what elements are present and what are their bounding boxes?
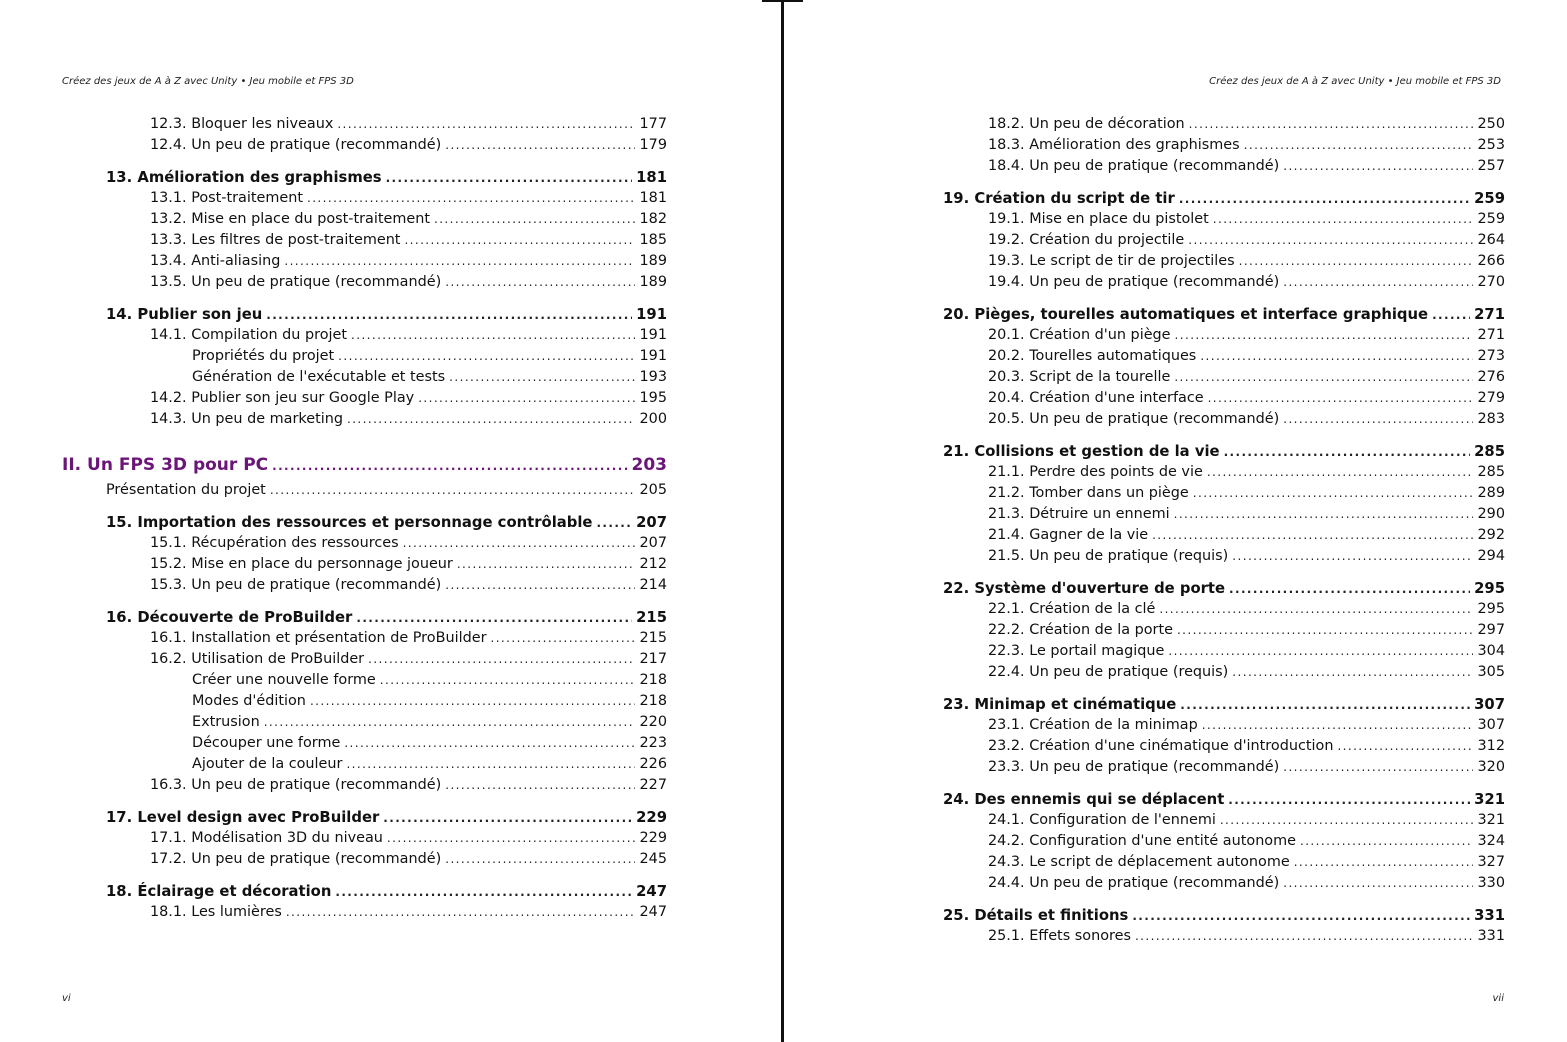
toc-entry-page: 266	[1477, 253, 1505, 269]
toc-entry-page: 217	[639, 651, 667, 667]
toc-entry-page: 307	[1474, 696, 1505, 713]
page-number: vi	[62, 993, 71, 1004]
toc-entry-title: 13.2. Mise en place du post-traitement	[150, 211, 430, 227]
toc-entry-title: 17.2. Un peu de pratique (recommandé)	[150, 851, 442, 867]
toc-entry-page: 290	[1477, 506, 1505, 522]
toc-entry-title: 21.1. Perdre des points de vie	[988, 464, 1203, 480]
toc-entry-title: 24.1. Configuration de l'ennemi	[988, 812, 1216, 828]
left-page	[0, 0, 780, 1042]
toc-entry-title: 21.2. Tomber dans un piège	[988, 485, 1189, 501]
toc-entry-page: 205	[639, 482, 667, 498]
toc-entry-section	[62, 828, 667, 849]
toc-entry-title: 25. Détails et finitions	[943, 907, 1129, 924]
toc-entry-page: 297	[1477, 622, 1505, 638]
toc-entry-section	[62, 388, 667, 409]
toc-entry-title: 19.2. Création du projectile	[988, 232, 1185, 248]
dot-leader	[338, 346, 635, 367]
dot-leader	[1283, 272, 1473, 293]
toc-entry-section	[62, 628, 667, 649]
dot-leader	[1239, 251, 1473, 272]
toc-entry-title: 23.1. Création de la minimap	[988, 717, 1198, 733]
dot-leader	[272, 454, 627, 478]
toc-entry-title: 20. Pièges, tourelles automatiques et interface graphique	[943, 306, 1429, 323]
toc-entry-page: 218	[639, 672, 667, 688]
dot-leader	[1189, 114, 1473, 135]
toc-entry-section	[943, 135, 1505, 156]
toc-entry-title: 23.3. Un peu de pratique (recommandé)	[988, 759, 1280, 775]
toc-entry-page: 247	[636, 883, 667, 900]
dot-leader	[264, 712, 635, 733]
toc-entry-page: 227	[639, 777, 667, 793]
toc-entry-page: 331	[1474, 907, 1505, 924]
toc-entry-title: 14.1. Compilation du projet	[150, 327, 348, 343]
toc-entry-page: 195	[639, 390, 667, 406]
toc-entry-title: 22.4. Un peu de pratique (requis)	[988, 664, 1229, 680]
toc-entry-chapter	[62, 807, 667, 828]
toc-entry-title: 21. Collisions et gestion de la vie	[943, 443, 1220, 460]
toc-entry-section	[943, 810, 1505, 831]
dot-leader	[1188, 230, 1473, 251]
dot-leader	[1283, 409, 1473, 430]
toc-list	[943, 114, 1505, 947]
toc-entry-title: Ajouter de la couleur	[192, 756, 343, 772]
toc-entry-page: 212	[639, 556, 667, 572]
toc-entry-title: 17. Level design avec ProBuilder	[106, 809, 380, 826]
toc-entry-title: 16. Découverte de ProBuilder	[106, 609, 353, 626]
dot-leader	[1300, 831, 1473, 852]
dot-leader	[1159, 599, 1473, 620]
toc-entry-page: 327	[1477, 854, 1505, 870]
dot-leader	[266, 305, 632, 326]
toc-entry-title: 21.3. Détruire un ennemi	[988, 506, 1170, 522]
dot-leader	[1200, 346, 1473, 367]
toc-entry-section	[62, 272, 667, 293]
toc-entry-section	[943, 599, 1505, 620]
toc-entry-page: 307	[1477, 717, 1505, 733]
toc-entry-sub	[62, 712, 667, 733]
toc-entry-title: 13.1. Post-traitement	[150, 190, 303, 206]
toc-entry-chapter	[943, 304, 1505, 325]
toc-entry-page: 294	[1477, 548, 1505, 564]
dot-leader	[1294, 852, 1473, 873]
dot-leader	[1432, 305, 1470, 326]
dot-leader	[449, 367, 635, 388]
toc-entry-page: 273	[1477, 348, 1505, 364]
toc-entry-section	[943, 736, 1505, 757]
dot-leader	[284, 251, 635, 272]
toc-entry-chapter	[943, 694, 1505, 715]
toc-entry-section	[943, 367, 1505, 388]
toc-entry-section	[62, 114, 667, 135]
toc-entry-sub	[62, 346, 667, 367]
dot-leader	[1337, 736, 1473, 757]
dot-leader	[457, 554, 635, 575]
dot-leader	[346, 754, 635, 775]
toc-entry-section	[62, 409, 667, 430]
toc-entry-section	[62, 849, 667, 870]
toc-entry-title: 23.2. Création d'une cinématique d'introduction	[988, 738, 1334, 754]
page-number: vii	[1492, 993, 1504, 1004]
toc-entry-chapter	[943, 188, 1505, 209]
dot-leader	[1207, 462, 1473, 483]
toc-entry-section	[943, 852, 1505, 873]
toc-entry-section	[943, 272, 1505, 293]
toc-entry-section	[62, 902, 667, 923]
toc-entry-section	[62, 575, 667, 596]
toc-entry-section	[62, 533, 667, 554]
toc-entry-title: 13. Amélioration des graphismes	[106, 169, 382, 186]
dot-leader	[404, 230, 635, 251]
toc-entry-title: 19.4. Un peu de pratique (recommandé)	[988, 274, 1280, 290]
toc-entry-page: 285	[1474, 443, 1505, 460]
toc-entry-title: 15.3. Un peu de pratique (recommandé)	[150, 577, 442, 593]
book-spine	[781, 0, 784, 1042]
dot-leader	[1132, 906, 1470, 927]
toc-entry-title: Présentation du projet	[106, 482, 266, 498]
toc-entry-page: 215	[636, 609, 667, 626]
toc-entry-pres	[62, 480, 667, 501]
toc-entry-section	[943, 483, 1505, 504]
running-head: Créez des jeux de A à Z avec Unity • Jeu mobile et FPS 3D	[62, 76, 354, 87]
dot-leader	[1179, 189, 1470, 210]
toc-entry-title: 20.3. Script de la tourelle	[988, 369, 1171, 385]
dot-leader	[445, 849, 635, 870]
toc-entry-title: 20.4. Création d'une interface	[988, 390, 1204, 406]
toc-entry-page: 177	[639, 116, 667, 132]
toc-entry-title: 19. Création du script de tir	[943, 190, 1175, 207]
dot-leader	[344, 733, 635, 754]
toc-entry-section	[943, 525, 1505, 546]
toc-entry-page: 182	[639, 211, 667, 227]
toc-entry-section	[943, 209, 1505, 230]
toc-entry-section	[62, 188, 667, 209]
toc-entry-chapter	[62, 167, 667, 188]
toc-entry-title: 18.2. Un peu de décoration	[988, 116, 1185, 132]
dot-leader	[1177, 620, 1473, 641]
dot-leader	[1135, 926, 1473, 947]
toc-entry-page: 191	[636, 306, 667, 323]
toc-entry-page: 324	[1477, 833, 1505, 849]
dot-leader	[1174, 504, 1473, 525]
toc-entry-page: 245	[639, 851, 667, 867]
toc-entry-title: 18.1. Les lumières	[150, 904, 282, 920]
dot-leader	[1244, 135, 1473, 156]
toc-entry-page: 276	[1477, 369, 1505, 385]
dot-leader	[1220, 810, 1473, 831]
toc-entry-title: 13.5. Un peu de pratique (recommandé)	[150, 274, 442, 290]
dot-leader	[1283, 873, 1473, 894]
toc-entry-page: 193	[639, 369, 667, 385]
dot-leader	[383, 808, 632, 829]
toc-entry-title: Extrusion	[192, 714, 260, 730]
dot-leader	[1229, 579, 1470, 600]
toc-entry-page: 185	[639, 232, 667, 248]
dot-leader	[434, 209, 635, 230]
toc-entry-section	[943, 831, 1505, 852]
toc-entry-title: 13.4. Anti-aliasing	[150, 253, 281, 269]
dot-leader	[403, 533, 635, 554]
dot-leader	[445, 575, 635, 596]
toc-entry-section	[943, 757, 1505, 778]
toc-entry-page: 271	[1474, 306, 1505, 323]
dot-leader	[1213, 209, 1473, 230]
dot-leader	[1152, 525, 1473, 546]
toc-entry-chapter	[943, 905, 1505, 926]
toc-entry-title: 22.2. Création de la porte	[988, 622, 1173, 638]
toc-entry-page: 215	[639, 630, 667, 646]
toc-entry-section	[943, 926, 1505, 947]
toc-entry-page: 270	[1477, 274, 1505, 290]
dot-leader	[270, 480, 635, 501]
toc-entry-section	[943, 114, 1505, 135]
toc-entry-part	[62, 453, 667, 477]
toc-entry-title: Génération de l'exécutable et tests	[192, 369, 446, 385]
toc-entry-page: 292	[1477, 527, 1505, 543]
dot-leader	[491, 628, 636, 649]
toc-entry-section	[943, 504, 1505, 525]
dot-leader	[386, 168, 633, 189]
toc-entry-page: 253	[1477, 137, 1505, 153]
toc-entry-page: 189	[639, 253, 667, 269]
toc-entry-sub	[62, 367, 667, 388]
toc-entry-section	[62, 554, 667, 575]
toc-entry-title: 24.4. Un peu de pratique (recommandé)	[988, 875, 1280, 891]
toc-entry-page: 283	[1477, 411, 1505, 427]
toc-entry-title: 18.3. Amélioration des graphismes	[988, 137, 1240, 153]
toc-entry-page: 220	[639, 714, 667, 730]
toc-entry-chapter	[62, 607, 667, 628]
toc-entry-title: 22.3. Le portail magique	[988, 643, 1165, 659]
toc-entry-section	[943, 462, 1505, 483]
dot-leader	[1228, 790, 1470, 811]
toc-entry-title: 14. Publier son jeu	[106, 306, 263, 323]
toc-entry-section	[62, 649, 667, 670]
toc-entry-page: 259	[1477, 211, 1505, 227]
toc-entry-title: Créer une nouvelle forme	[192, 672, 376, 688]
toc-entry-page: 295	[1474, 580, 1505, 597]
toc-entry-page: 181	[636, 169, 667, 186]
toc-entry-title: 14.2. Publier son jeu sur Google Play	[150, 390, 415, 406]
toc-entry-title: Modes d'édition	[192, 693, 306, 709]
toc-entry-title: 22.1. Création de la clé	[988, 601, 1156, 617]
toc-entry-title: 12.4. Un peu de pratique (recommandé)	[150, 137, 442, 153]
toc-entry-page: 320	[1477, 759, 1505, 775]
toc-entry-chapter	[943, 578, 1505, 599]
dot-leader	[596, 513, 632, 534]
toc-entry-page: 295	[1477, 601, 1505, 617]
toc-entry-page: 321	[1474, 791, 1505, 808]
toc-entry-title: 24.3. Le script de déplacement autonome	[988, 854, 1290, 870]
toc-entry-section	[62, 775, 667, 796]
toc-entry-title: 20.1. Création d'un piège	[988, 327, 1171, 343]
dot-leader	[445, 135, 635, 156]
toc-entry-page: 207	[639, 535, 667, 551]
toc-entry-chapter	[62, 881, 667, 902]
dot-leader	[445, 775, 635, 796]
dot-leader	[286, 902, 635, 923]
toc-entry-page: 264	[1477, 232, 1505, 248]
dot-leader	[1283, 156, 1473, 177]
toc-entry-page: 191	[639, 327, 667, 343]
toc-entry-section	[943, 662, 1505, 683]
toc-entry-page: 330	[1477, 875, 1505, 891]
toc-entry-title: 13.3. Les filtres de post-traitement	[150, 232, 401, 248]
toc-entry-section	[943, 409, 1505, 430]
toc-entry-page: 279	[1477, 390, 1505, 406]
toc-entry-chapter	[943, 441, 1505, 462]
toc-entry-page: 305	[1477, 664, 1505, 680]
toc-entry-page: 218	[639, 693, 667, 709]
toc-entry-title: 23. Minimap et cinématique	[943, 696, 1177, 713]
toc-entry-section	[943, 388, 1505, 409]
toc-entry-sub	[62, 670, 667, 691]
toc-entry-section	[943, 715, 1505, 736]
toc-entry-title: 16.1. Installation et présentation de ProBuilder	[150, 630, 487, 646]
dot-leader	[1283, 757, 1473, 778]
toc-entry-page: 257	[1477, 158, 1505, 174]
toc-entry-page: 331	[1477, 928, 1505, 944]
dot-leader	[1208, 388, 1473, 409]
toc-entry-page: 200	[639, 411, 667, 427]
toc-entry-page: 247	[639, 904, 667, 920]
toc-entry-section	[62, 325, 667, 346]
dot-leader	[307, 188, 635, 209]
toc-entry-title: 18.4. Un peu de pratique (recommandé)	[988, 158, 1280, 174]
toc-entry-title: 15. Importation des ressources et personnage contrôlable	[106, 514, 593, 531]
toc-entry-section	[62, 251, 667, 272]
toc-entry-chapter	[943, 789, 1505, 810]
toc-entry-section	[943, 620, 1505, 641]
toc-entry-page: 223	[639, 735, 667, 751]
toc-entry-section	[943, 873, 1505, 894]
toc-entry-title: II. Un FPS 3D pour PC	[62, 455, 269, 475]
toc-entry-sub	[62, 733, 667, 754]
toc-entry-page: 181	[639, 190, 667, 206]
toc-entry-page: 226	[639, 756, 667, 772]
toc-entry-section	[943, 251, 1505, 272]
toc-entry-section	[62, 209, 667, 230]
dot-leader	[1232, 662, 1473, 683]
toc-entry-page: 250	[1477, 116, 1505, 132]
toc-entry-title: 25.1. Effets sonores	[988, 928, 1131, 944]
dot-leader	[1224, 442, 1471, 463]
toc-entry-chapter	[62, 512, 667, 533]
toc-entry-page: 312	[1477, 738, 1505, 754]
dot-leader	[445, 272, 635, 293]
dot-leader	[1175, 325, 1473, 346]
toc-entry-title: 15.2. Mise en place du personnage joueur	[150, 556, 453, 572]
toc-entry-title: Découper une forme	[192, 735, 341, 751]
toc-entry-section	[943, 546, 1505, 567]
dot-leader	[337, 114, 635, 135]
toc-list	[62, 114, 667, 923]
right-page	[786, 0, 1567, 1042]
toc-entry-page: 229	[639, 830, 667, 846]
toc-entry-page: 321	[1477, 812, 1505, 828]
toc-entry-page: 289	[1477, 485, 1505, 501]
toc-entry-page: 189	[639, 274, 667, 290]
toc-entry-page: 285	[1477, 464, 1505, 480]
toc-entry-title: 12.3. Bloquer les niveaux	[150, 116, 334, 132]
toc-entry-chapter	[62, 304, 667, 325]
toc-entry-title: 24. Des ennemis qui se déplacent	[943, 791, 1225, 808]
dot-leader	[356, 608, 632, 629]
toc-entry-page: 207	[636, 514, 667, 531]
toc-entry-title: 22. Système d'ouverture de porte	[943, 580, 1226, 597]
toc-entry-title: 17.1. Modélisation 3D du niveau	[150, 830, 383, 846]
toc-entry-title: Propriétés du projet	[192, 348, 335, 364]
dot-leader	[335, 882, 632, 903]
toc-entry-page: 229	[636, 809, 667, 826]
toc-entry-page: 179	[639, 137, 667, 153]
toc-entry-section	[62, 230, 667, 251]
dot-leader	[347, 409, 635, 430]
toc-entry-title: 21.5. Un peu de pratique (requis)	[988, 548, 1229, 564]
toc-entry-page: 259	[1474, 190, 1505, 207]
running-head: Créez des jeux de A à Z avec Unity • Jeu mobile et FPS 3D	[1209, 76, 1501, 87]
toc-entry-title: 16.3. Un peu de pratique (recommandé)	[150, 777, 442, 793]
dot-leader	[387, 828, 635, 849]
toc-entry-title: 19.1. Mise en place du pistolet	[988, 211, 1209, 227]
toc-entry-title: 19.3. Le script de tir de projectiles	[988, 253, 1235, 269]
dot-leader	[1174, 367, 1473, 388]
toc-entry-page: 304	[1477, 643, 1505, 659]
dot-leader	[418, 388, 635, 409]
toc-entry-section	[943, 346, 1505, 367]
toc-entry-title: 16.2. Utilisation de ProBuilder	[150, 651, 365, 667]
toc-entry-section	[943, 156, 1505, 177]
dot-leader	[380, 670, 635, 691]
toc-entry-section	[943, 230, 1505, 251]
toc-entry-section	[943, 325, 1505, 346]
toc-entry-section	[943, 641, 1505, 662]
dot-leader	[1202, 715, 1473, 736]
toc-entry-title: 14.3. Un peu de marketing	[150, 411, 343, 427]
dot-leader	[310, 691, 635, 712]
toc-entry-section	[62, 135, 667, 156]
toc-entry-sub	[62, 691, 667, 712]
dot-leader	[1180, 695, 1470, 716]
toc-entry-title: 15.1. Récupération des ressources	[150, 535, 399, 551]
dot-leader	[1168, 641, 1473, 662]
dot-leader	[351, 325, 635, 346]
dot-leader	[368, 649, 635, 670]
toc-entry-page: 191	[639, 348, 667, 364]
toc-entry-page: 214	[639, 577, 667, 593]
toc-entry-title: 20.2. Tourelles automatiques	[988, 348, 1197, 364]
dot-leader	[1193, 483, 1473, 504]
toc-entry-title: 24.2. Configuration d'une entité autonome	[988, 833, 1296, 849]
toc-entry-title: 21.4. Gagner de la vie	[988, 527, 1149, 543]
dot-leader	[1232, 546, 1473, 567]
toc-entry-sub	[62, 754, 667, 775]
toc-entry-title: 18. Éclairage et décoration	[106, 883, 332, 900]
toc-entry-title: 20.5. Un peu de pratique (recommandé)	[988, 411, 1280, 427]
toc-entry-page: 203	[631, 455, 667, 475]
toc-entry-page: 271	[1477, 327, 1505, 343]
